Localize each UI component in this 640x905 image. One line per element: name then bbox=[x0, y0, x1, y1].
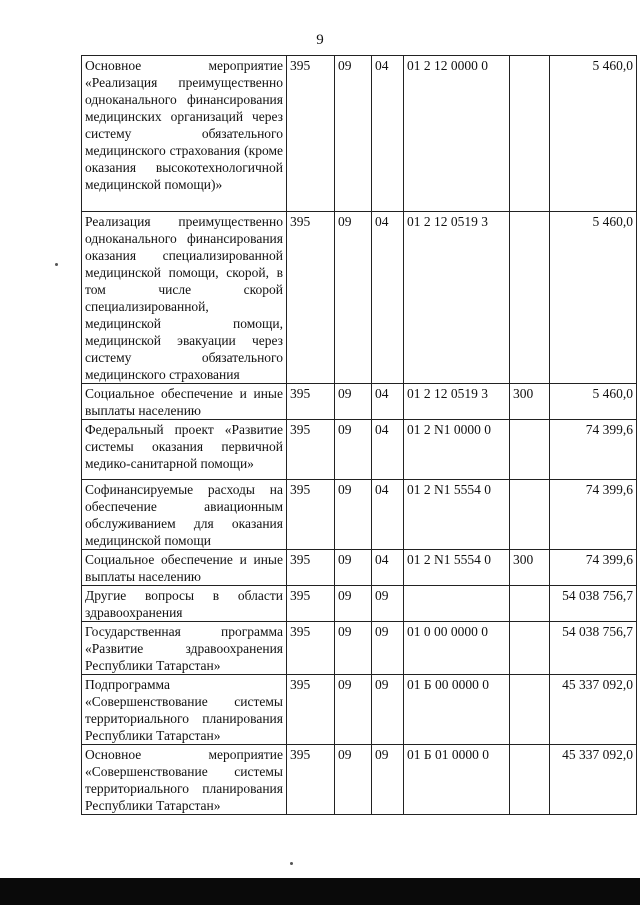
table-row bbox=[82, 384, 637, 420]
row-csr: 01 2 12 0519 3 bbox=[404, 384, 510, 420]
row-name: Основное мероприятие «Реализация преимущественно одноканального финансирования медицинских организаций через систему обязательного медицинского страхования (кроме оказания высокотехнологичной медицинской помощи)» bbox=[82, 56, 287, 212]
row-rz: 09 bbox=[335, 384, 372, 420]
row-amount: 5 460,0 bbox=[550, 212, 637, 384]
row-vr: 300 bbox=[510, 384, 550, 420]
row-csr: 01 Б 01 0000 0 bbox=[404, 745, 510, 815]
row-amount: 45 337 092,0 bbox=[550, 675, 637, 745]
row-rz: 09 bbox=[335, 420, 372, 480]
row-rz: 09 bbox=[335, 56, 372, 212]
row-rz: 09 bbox=[335, 480, 372, 550]
row-pr: 09 bbox=[372, 745, 404, 815]
row-ved: 395 bbox=[287, 212, 335, 384]
row-ved: 395 bbox=[287, 622, 335, 675]
table-row bbox=[82, 480, 637, 550]
table-row bbox=[82, 745, 637, 815]
row-vr bbox=[510, 56, 550, 212]
row-csr: 01 Б 00 0000 0 bbox=[404, 675, 510, 745]
row-vr bbox=[510, 745, 550, 815]
table-row bbox=[82, 212, 637, 384]
row-name: Подпрограмма «Совершенствование системы территориального планирования Республики Татарстан» bbox=[82, 675, 287, 745]
table-row bbox=[82, 675, 637, 745]
row-rz: 09 bbox=[335, 586, 372, 622]
row-pr: 04 bbox=[372, 56, 404, 212]
page-number: 9 bbox=[316, 32, 324, 48]
row-ved: 395 bbox=[287, 480, 335, 550]
row-amount: 45 337 092,0 bbox=[550, 745, 637, 815]
row-csr: 01 2 12 0519 3 bbox=[404, 212, 510, 384]
row-name: Государственная программа «Развитие здравоохранения Республики Татарстан» bbox=[82, 622, 287, 675]
scan-speck bbox=[55, 263, 58, 266]
row-amount: 54 038 756,7 bbox=[550, 586, 637, 622]
row-ved: 395 bbox=[287, 745, 335, 815]
row-amount: 54 038 756,7 bbox=[550, 622, 637, 675]
row-pr: 04 bbox=[372, 550, 404, 586]
budget-table bbox=[81, 55, 637, 815]
row-amount: 5 460,0 bbox=[550, 384, 637, 420]
row-csr: 01 0 00 0000 0 bbox=[404, 622, 510, 675]
row-csr: 01 2 N1 5554 0 bbox=[404, 550, 510, 586]
row-name: Софинансируемые расходы на обеспечение авиационным обслуживанием для оказания медицинской помощи bbox=[82, 480, 287, 550]
row-vr bbox=[510, 480, 550, 550]
row-pr: 09 bbox=[372, 622, 404, 675]
row-ved: 395 bbox=[287, 675, 335, 745]
row-pr: 09 bbox=[372, 586, 404, 622]
table-row bbox=[82, 586, 637, 622]
row-pr: 09 bbox=[372, 675, 404, 745]
row-rz: 09 bbox=[335, 550, 372, 586]
row-vr bbox=[510, 586, 550, 622]
scan-edge-bar bbox=[0, 878, 640, 905]
row-pr: 04 bbox=[372, 384, 404, 420]
row-vr bbox=[510, 212, 550, 384]
table-row bbox=[82, 420, 637, 480]
table-row bbox=[82, 622, 637, 675]
row-rz: 09 bbox=[335, 675, 372, 745]
row-name: Другие вопросы в области здравоохранения bbox=[82, 586, 287, 622]
row-ved: 395 bbox=[287, 586, 335, 622]
row-vr bbox=[510, 622, 550, 675]
row-amount: 74 399,6 bbox=[550, 480, 637, 550]
row-vr bbox=[510, 420, 550, 480]
row-rz: 09 bbox=[335, 212, 372, 384]
row-csr bbox=[404, 586, 510, 622]
row-pr: 04 bbox=[372, 420, 404, 480]
row-csr: 01 2 12 0000 0 bbox=[404, 56, 510, 212]
row-vr bbox=[510, 675, 550, 745]
row-name: Основное мероприятие «Совершенствование системы территориального планирования Республики Татарстан» bbox=[82, 745, 287, 815]
row-amount: 74 399,6 bbox=[550, 550, 637, 586]
table-row bbox=[82, 550, 637, 586]
table-row bbox=[82, 56, 637, 212]
row-amount: 5 460,0 bbox=[550, 56, 637, 212]
row-ved: 395 bbox=[287, 420, 335, 480]
row-csr: 01 2 N1 0000 0 bbox=[404, 420, 510, 480]
row-name: Социальное обеспечение и иные выплаты населению bbox=[82, 384, 287, 420]
row-ved: 395 bbox=[287, 56, 335, 212]
row-ved: 395 bbox=[287, 550, 335, 586]
row-pr: 04 bbox=[372, 480, 404, 550]
row-pr: 04 bbox=[372, 212, 404, 384]
row-rz: 09 bbox=[335, 745, 372, 815]
row-ved: 395 bbox=[287, 384, 335, 420]
row-name: Федеральный проект «Развитие системы оказания первичной медико-санитарной помощи» bbox=[82, 420, 287, 480]
scan-speck bbox=[290, 862, 293, 865]
row-name: Социальное обеспечение и иные выплаты населению bbox=[82, 550, 287, 586]
row-csr: 01 2 N1 5554 0 bbox=[404, 480, 510, 550]
row-name: Реализация преимущественно одноканального финансирования оказания специализированной медицинской помощи, скорой, в том числе скорой специализированной, медицинской помощи, медицинской эвакуации через систему обязательного медицинского страхования bbox=[82, 212, 287, 384]
row-amount: 74 399,6 bbox=[550, 420, 637, 480]
row-rz: 09 bbox=[335, 622, 372, 675]
row-vr: 300 bbox=[510, 550, 550, 586]
